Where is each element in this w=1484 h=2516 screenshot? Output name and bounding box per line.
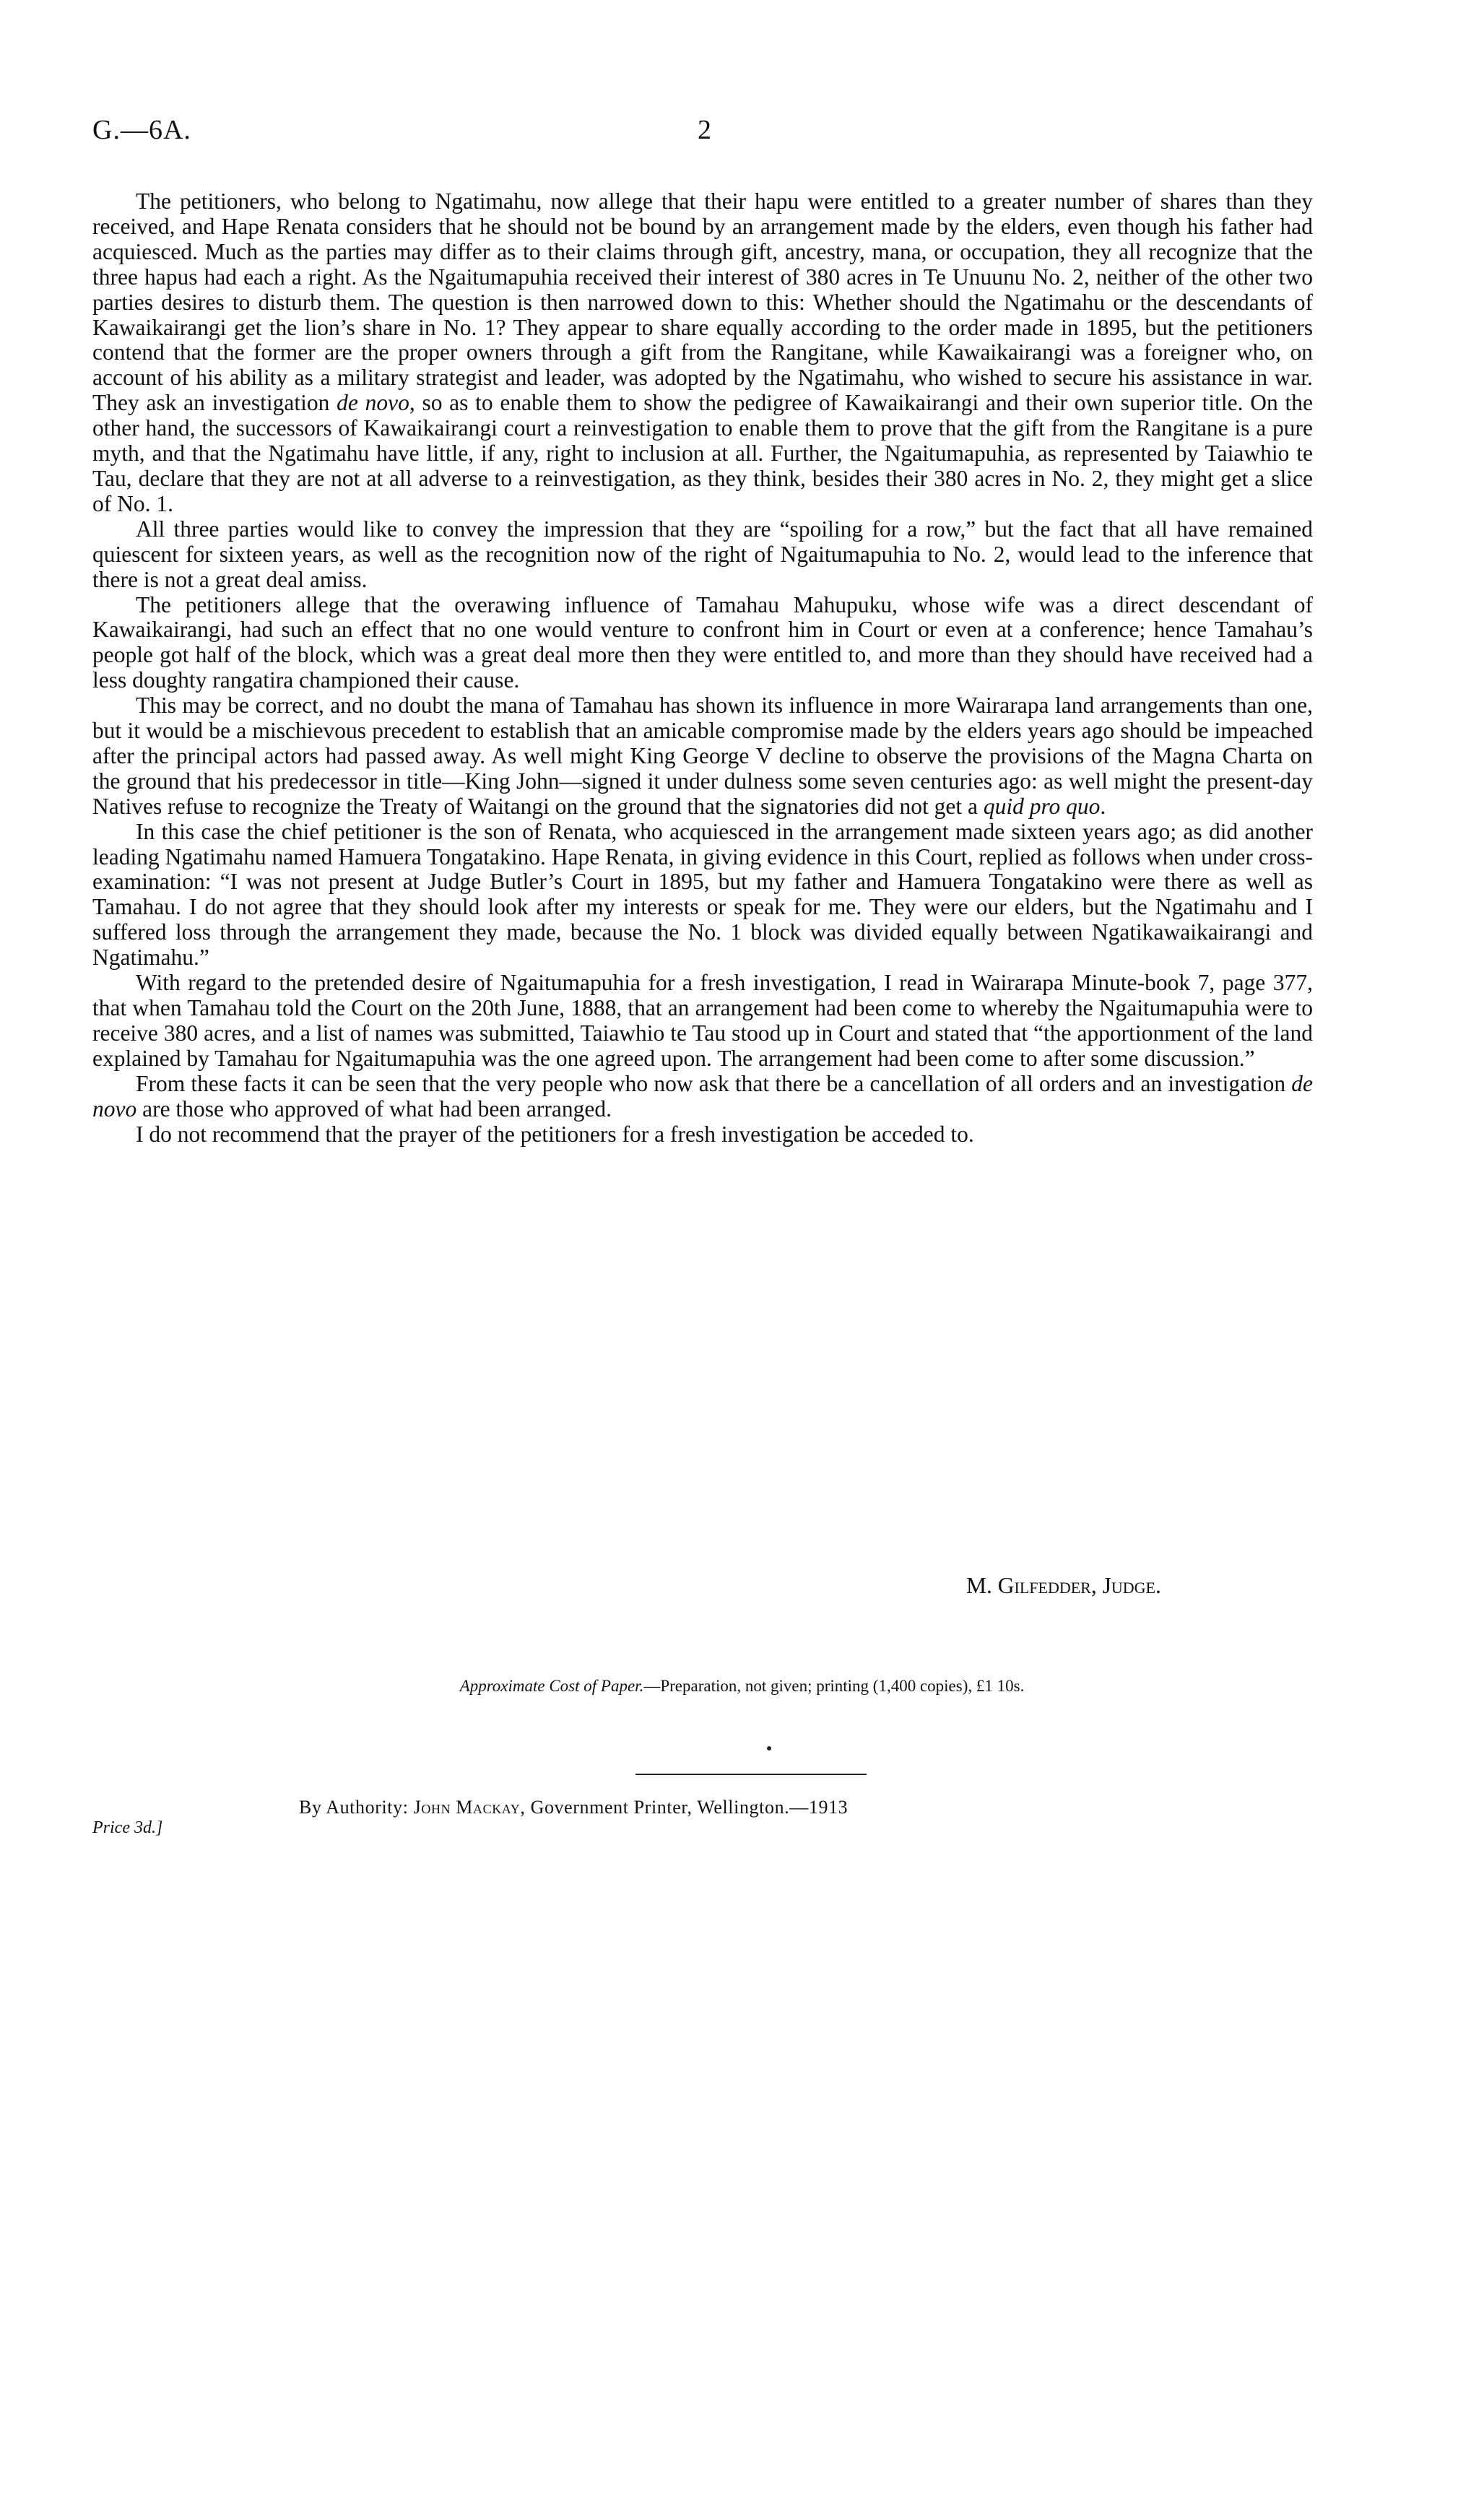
cost-label: Approximate Cost of Paper. bbox=[459, 1677, 644, 1695]
cost-text: —Preparation, not given; printing (1,400 copies), £1 10s. bbox=[643, 1677, 1025, 1695]
text-run: . bbox=[1100, 793, 1106, 819]
ornament-dot bbox=[767, 1746, 771, 1751]
text-run: With regard to the pretended desire of Ngaitumapuhia for a fresh investigation, I read in Wairarapa Minute-book 7, page 377, that when Tamahau told the Court on the 20th June, 1888, that an arrangement had been come to whereby the Ngaitumapuhia were to receive 380 acres, and a list of names was submitted, Taiawhio te Tau stood up in Court and stated that “the apportionment of the land explained by Tamahau for Ngaitumapuhia was the one agreed upon. The arrangement had been come to after some discussion.” bbox=[92, 970, 1313, 1071]
series-code: G.—6A. bbox=[92, 115, 191, 145]
report-body bbox=[92, 189, 1313, 1147]
paragraph bbox=[92, 820, 1313, 971]
printing-cost-note bbox=[0, 1677, 1484, 1696]
text-run: , so as to enable them to show the pedigree of Kawaikairangi and their own superior title. On the other hand, the successors of Kawaikairangi court a reinvestigation to enable them to prove that the gift from the Rangitane is a pure myth, and that the Ngatimahu have little, if any, right to inclusion at all. Further, the Ngaitumapuhia, as represented by Taiawhio te Tau, declare that they are not at all adverse to a reinvestigation, as they think, besides their 380 acres in No. 2, they might get a slice of No. 1. bbox=[92, 390, 1313, 516]
text-run: All three parties would like to convey the impression that they are “spoiling for a row,” but the fact that all have remained quiescent for sixteen years, as well as the recognition now of the right of Ngaitumapuhia to No. 2, would lead to the inference that there is not a great deal amiss. bbox=[92, 516, 1313, 592]
page-number: 2 bbox=[698, 115, 711, 145]
text-run: The petitioners allege that the overawing influence of Tamahau Mahupuku, whose wife was a direct descendant of Kawaikairangi, had such an effect that no one would venture to confront him in Court or even at a conference; hence Tamahau’s people got half of the block, which was a great deal more then they were entitled to, and more than they should have received had a less doughty rangatira championed their cause. bbox=[92, 591, 1313, 693]
signature-line: M. Gilfedder, Judge. bbox=[966, 1573, 1161, 1598]
paragraph bbox=[92, 1122, 1313, 1148]
text-run: I do not recommend that the prayer of the petitioners for a fresh investigation be acceded to. bbox=[136, 1121, 974, 1147]
italic-phrase: de novo bbox=[337, 390, 409, 416]
italic-phrase: de novo bbox=[92, 1070, 1313, 1122]
italic-phrase: quid pro quo bbox=[983, 793, 1101, 819]
page-header bbox=[92, 114, 1392, 150]
printer-name: John Mackay, bbox=[413, 1797, 526, 1818]
divider-rule bbox=[635, 1774, 867, 1775]
text-run: This may be correct, and no doubt the mana of Tamahau has shown its influence in more Wairarapa land arrangements than one, but it would be a mischievous precedent to establish that an amicable compromise made by the elders years ago should be impeached after the principal actors had passed away. As well might King George V decline to observe the provisions of the Magna Charta on the ground that his predecessor in title—King John—signed it under dulness some seven centuries ago: as well might the present-day Natives refuse to recognize the Treaty of Waitangi on the ground that the signatories did not get a bbox=[92, 693, 1313, 819]
printer-imprint bbox=[299, 1797, 848, 1818]
paragraph bbox=[92, 517, 1313, 593]
text-run: The petitioners, who belong to Ngatimahu, now allege that their hapu were entitled to a greater number of shares than they received, and Hape Renata considers that he should not be bound by an arrangement made by the elders, even though his father had acquiesced. Much as the parties may differ as to their claims through gift, ancestry, mana, or occupation, they all recognize that the three hapus had each a right. As the Ngaitumapuhia received their interest of 380 acres in Te Unuunu No. 2, neither of the other two parties desires to disturb them. The question is then narrowed down to this: Whether should the Ngatimahu or the descendants of Kawaikairangi get the lion’s share in No. 1? They appear to share equally according to the order made in 1895, but the petitioners contend that the former are the proper owners through a gift from the Rangitane, while Kawaikairangi was a foreigner who, on account of his ability as a military strategist and leader, was adopted by the Ngatimahu, who wished to secure his assistance in war. They ask an investigation bbox=[92, 188, 1313, 416]
paragraph bbox=[92, 971, 1313, 1072]
imprint-prefix: By Authority: bbox=[299, 1797, 409, 1818]
paragraph bbox=[92, 189, 1313, 517]
paragraph bbox=[92, 693, 1313, 820]
text-run: In this case the chief petitioner is the son of Renata, who acquiesced in the arrangement made sixteen years ago; as did another leading Ngatimahu named Hamuera Tongatakino. Hape Renata, in giving evidence in this Court, replied as follows when under cross-examination: “I was not present at Judge Butler’s Court in 1895, but my father and Hamuera Tongatakino were there as well as Tamahau. I do not agree that they should look after my interests or speak for me. They were our elders, but the Ngatimahu and I suffered loss through the arrangement they made, because the No. 1 block was divided equally between Ngatikawaikairangi and Ngatimahu.” bbox=[92, 818, 1313, 971]
paragraph bbox=[92, 1072, 1313, 1122]
imprint-suffix: Government Printer, Wellington.—1913 bbox=[530, 1797, 849, 1818]
text-run: are those who approved of what had been arranged. bbox=[136, 1096, 612, 1122]
text-run: From these facts it can be seen that the very people who now ask that there be a cancellation of all orders and an investigation bbox=[136, 1070, 1292, 1096]
price-note: Price 3d.] bbox=[92, 1818, 163, 1837]
paragraph bbox=[92, 593, 1313, 694]
